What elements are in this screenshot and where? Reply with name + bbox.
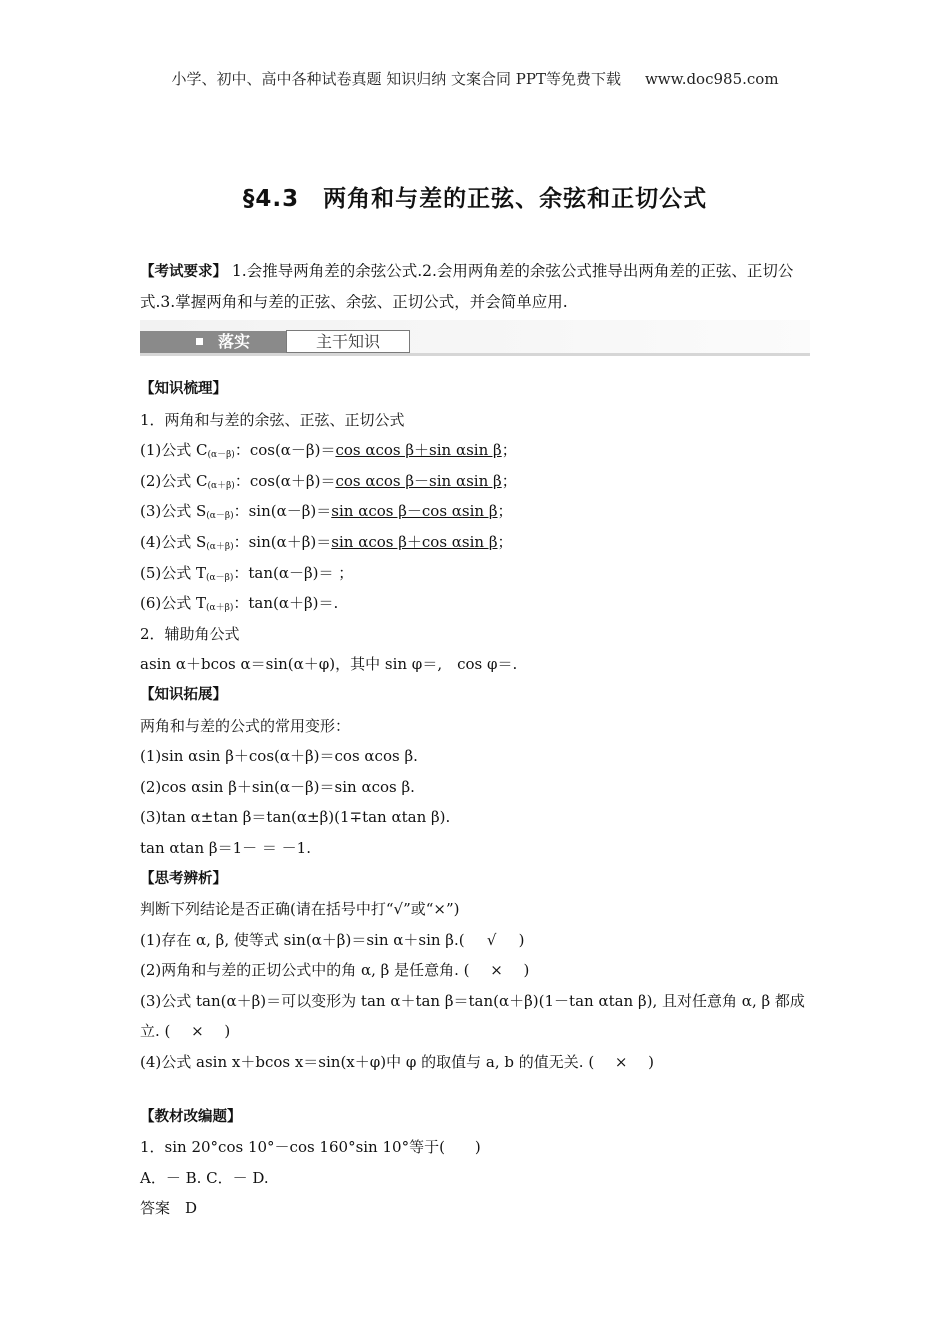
- judgement-3: (3)公式 tan(α＋β)＝可以变形为 tan α＋tan β＝tan(α＋β)(1－tan αtan β), 且对任意角 α, β 都成立. ( × ): [140, 986, 812, 1047]
- formula-4-answer: sin αcos β＋cos αsin β: [331, 532, 498, 551]
- textbook-question-1: 1．sin 20°cos 10°－cos 160°sin 10°等于( ): [140, 1138, 481, 1157]
- page-header: [0, 68, 950, 89]
- thinking-intro: 判断下列结论是否正确(请在括号中打“√”或“×”): [140, 900, 460, 919]
- requirement-text: 1.会推导两角差的余弦公式.2.会用两角差的余弦公式推导出两角差的正弦、正切公式.3.掌握两角和与差的正弦、余弦、正切公式，并会简单应用.: [140, 262, 794, 311]
- textbook-heading: 【教材改编题】: [140, 1108, 242, 1125]
- header-site-link[interactable]: www.doc985.com: [644, 70, 779, 88]
- judgement-4: (4)公式 asin x＋bcos x＝sin(x＋φ)中 φ 的取值与 a, b 的值无关. ( × ): [140, 1047, 812, 1078]
- header-text: 小学、初中、高中各种试卷真题 知识归纳 文案合同 PPT等免费下载: [171, 70, 621, 88]
- textbook-options: A．－ B. C．－ D.: [140, 1168, 269, 1187]
- formula-6: (6)公式 $T_{(\alpha+\beta)}$：tan(α＋β)＝.: [140, 594, 339, 614]
- banner-tab-label: 主干知识: [286, 330, 410, 353]
- section-banner: [140, 320, 810, 356]
- banner-dark-bar: [140, 331, 286, 353]
- page-title: §4.3 两角和与差的正弦、余弦和正切公式: [242, 186, 708, 212]
- judgement-1: (1)存在 α, β, 使等式 sin(α＋β)＝sin α＋sin β.( √ ): [140, 925, 812, 956]
- judgement-1-mark: √: [486, 930, 497, 949]
- judgement-2-mark: ×: [490, 961, 503, 980]
- extension-4: tan αtan β＝1－ ＝ －1.: [140, 838, 311, 857]
- square-bullet-icon: [196, 338, 203, 345]
- extension-intro: 两角和与差的公式的常用变形：: [140, 716, 351, 735]
- thinking-heading: 【思考辨析】: [140, 870, 227, 887]
- extension-heading: 【知识拓展】: [140, 686, 227, 703]
- judgement-4-mark: ×: [614, 1053, 628, 1072]
- formula-3-answer: sin αcos β－cos αsin β: [331, 502, 498, 521]
- requirement-lead: 【考试要求】: [140, 264, 227, 280]
- judgement-3-mark: ×: [191, 1022, 204, 1041]
- extension-2: (2)cos αsin β＋sin(α－β)＝sin αcos β.: [140, 777, 415, 796]
- formula-3: (3)公式 $S_{(\alpha-\beta)}$：sin(α－β)＝sin αcos β－cos αsin β；: [140, 502, 513, 522]
- knowledge-heading: 【知识梳理】: [140, 381, 227, 397]
- formula-1-answer: cos αcos β＋sin αsin β: [335, 441, 502, 460]
- formula-5: (5)公式 $T_{(\alpha-\beta)}$：tan(α－β)＝ ；: [140, 563, 354, 583]
- extension-3: (3)tan α±tan β＝tan(α±β)(1∓tan αtan β).: [140, 808, 451, 827]
- document-body: [140, 374, 812, 1224]
- judgement-2: (2)两角和与差的正切公式中的角 α, β 是任意角. ( × ): [140, 955, 812, 986]
- knowledge-item1: 1．两角和与差的余弦、正弦、正切公式: [140, 410, 405, 429]
- extension-1: (1)sin αsin β＋cos(α＋β)＝cos αcos β.: [140, 747, 418, 766]
- formula-1: (1)公式 $C_{(\alpha-\beta)}$：cos(α－β)＝cos αcos β＋sin αsin β；: [140, 441, 517, 461]
- exam-requirement: [140, 256, 812, 317]
- textbook-answer: 答案 D: [140, 1199, 198, 1218]
- formula-2: (2)公式 $C_{(\alpha+\beta)}$：cos(α＋β)＝cos αcos β－sin αsin β；: [140, 471, 517, 491]
- formula-2-answer: cos αcos β－sin αsin β: [335, 471, 502, 490]
- knowledge-item2: 2．辅助角公式: [140, 624, 240, 643]
- formula-4: (4)公式 $S_{(\alpha+\beta)}$：sin(α＋β)＝sin αcos β＋cos αsin β；: [140, 532, 513, 552]
- auxiliary-formula: asin α＋bcos α＝sin(α＋φ)，其中 sin φ＝, cos φ＝.: [140, 655, 518, 674]
- banner-dark-label: 落实: [218, 332, 251, 351]
